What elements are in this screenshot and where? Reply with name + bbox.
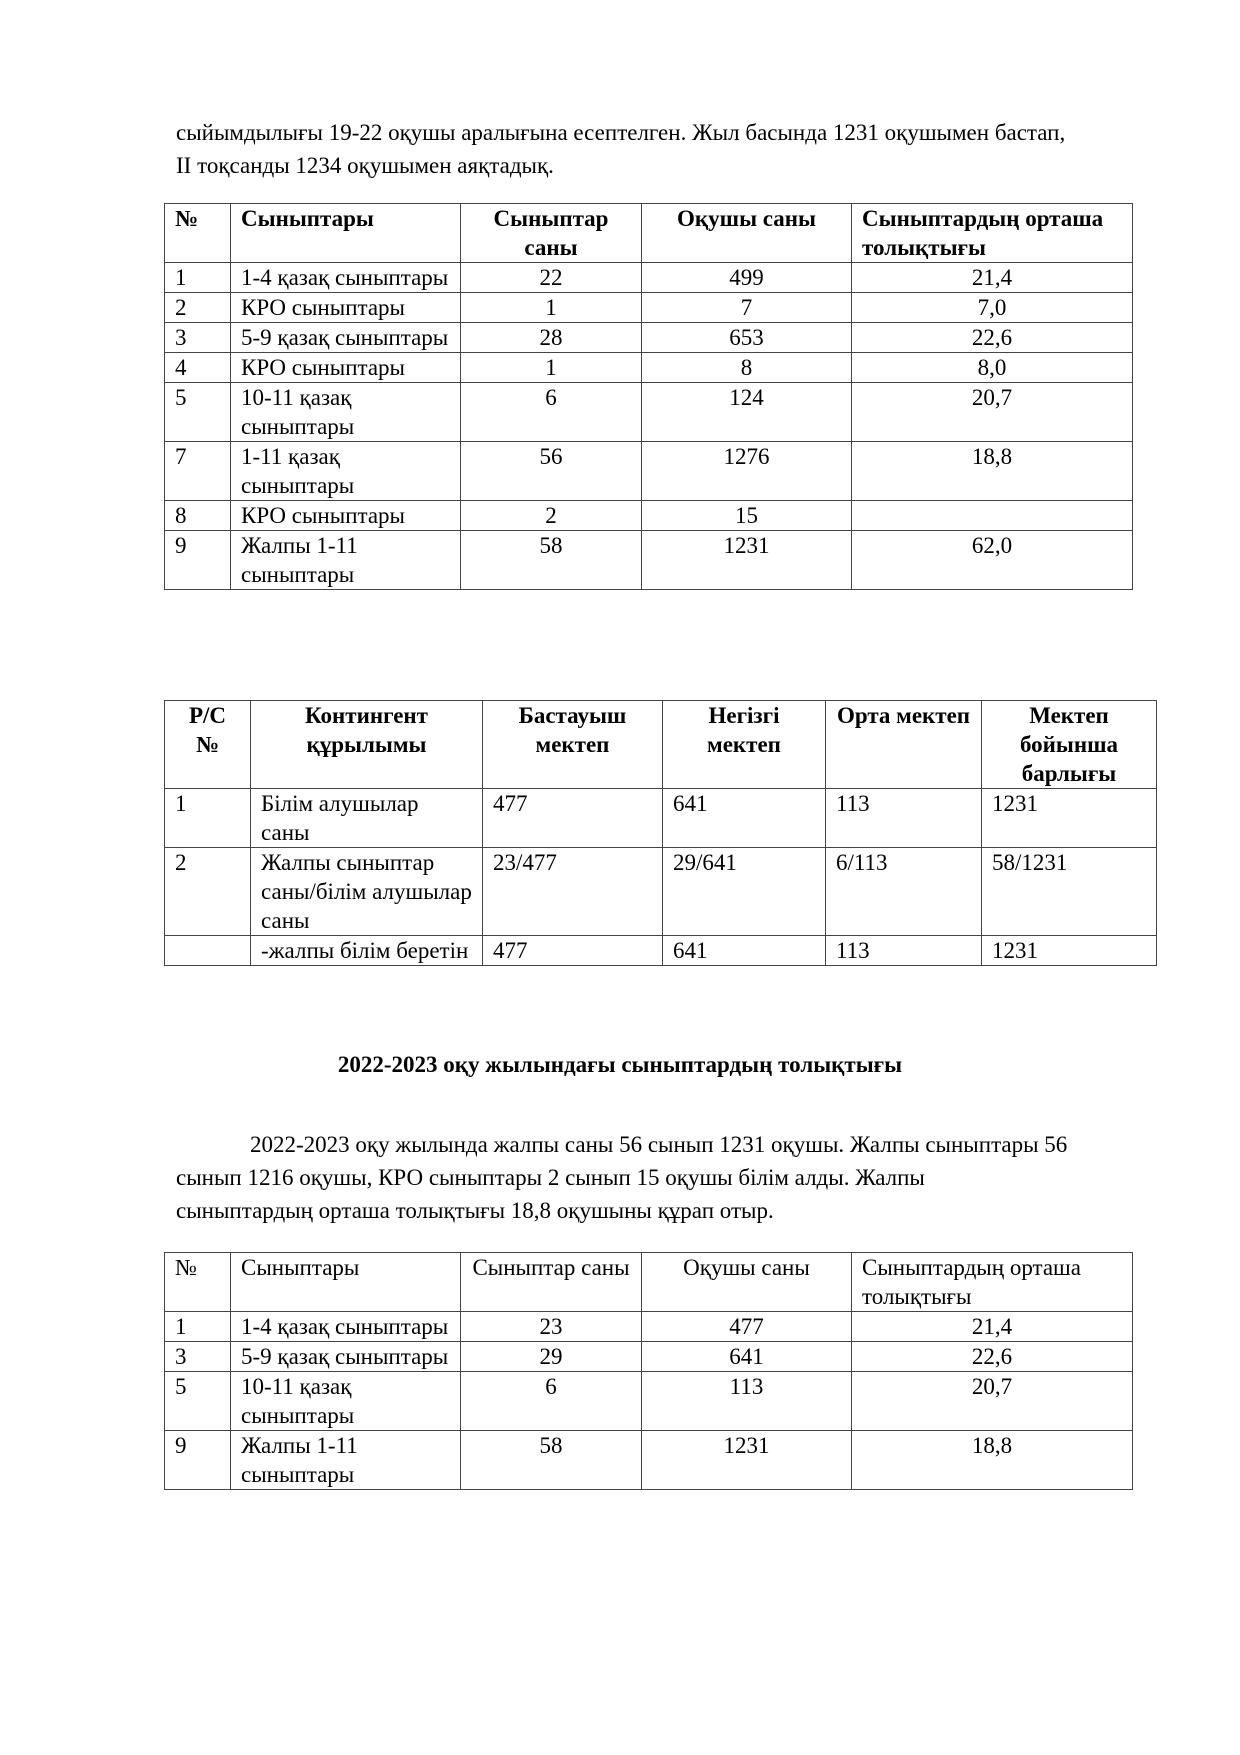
cell-contingent: Білім алушылар саны — [251, 789, 483, 848]
cell-class-count: 6 — [461, 383, 642, 442]
cell-student-count: 653 — [642, 323, 852, 353]
cell-number: 2 — [165, 293, 231, 323]
cell-number: 9 — [165, 531, 231, 590]
contingent-structure-table — [164, 700, 1157, 966]
cell-basic: 641 — [663, 789, 826, 848]
class-fill-table-1 — [164, 203, 1133, 590]
cell-avg-fill: 21,4 — [852, 263, 1133, 293]
cell-number: 1 — [165, 1312, 231, 1342]
cell-avg-fill: 18,8 — [852, 1431, 1133, 1490]
table-row — [165, 531, 1133, 590]
cell-number: 1 — [165, 789, 251, 848]
intro-text — [176, 116, 1156, 182]
col-number-header: № — [165, 204, 231, 263]
col-basic-school-header: Негізгі мектеп — [663, 701, 826, 789]
table-header-row — [165, 204, 1133, 263]
cell-classes: 10-11 қазақ сыныптары — [231, 383, 461, 442]
table-row — [165, 1372, 1133, 1431]
cell-number: 7 — [165, 442, 231, 501]
cell-avg-fill: 62,0 — [852, 531, 1133, 590]
cell-classes: Жалпы 1-11 сыныптары — [231, 1431, 461, 1490]
cell-student-count: 7 — [642, 293, 852, 323]
cell-avg-fill: 22,6 — [852, 1342, 1133, 1372]
cell-number: 5 — [165, 383, 231, 442]
cell-total: 1231 — [982, 936, 1157, 966]
table-row — [165, 442, 1133, 501]
table-row — [165, 501, 1133, 531]
cell-primary: 477 — [483, 789, 663, 848]
cell-contingent: Жалпы сыныптар саны/білім алушылар саны — [251, 848, 483, 936]
cell-classes: 5-9 қазақ сыныптары — [231, 323, 461, 353]
cell-student-count: 1276 — [642, 442, 852, 501]
cell-primary: 477 — [483, 936, 663, 966]
col-classes-header: Сыныптары — [231, 204, 461, 263]
cell-number: 3 — [165, 323, 231, 353]
cell-classes: 1-11 қазақ сыныптары — [231, 442, 461, 501]
col-avg-fill-header: Сыныптардың орташа толықтығы — [852, 204, 1133, 263]
table-row — [165, 1431, 1133, 1490]
cell-secondary: 6/113 — [826, 848, 982, 936]
cell-classes: 1-4 қазақ сыныптары — [231, 263, 461, 293]
cell-classes: Жалпы 1-11 сыныптары — [231, 531, 461, 590]
cell-classes: 1-4 қазақ сыныптары — [231, 1312, 461, 1342]
cell-class-count: 2 — [461, 501, 642, 531]
cell-avg-fill: 20,7 — [852, 383, 1133, 442]
class-fill-table-2022-2023 — [164, 1252, 1133, 1490]
col-school-total-header: Мектеп бойынша барлығы — [982, 701, 1157, 789]
cell-class-count: 23 — [461, 1312, 642, 1342]
table-row — [165, 383, 1133, 442]
cell-secondary: 113 — [826, 789, 982, 848]
cell-classes: КРО сыныптары — [231, 353, 461, 383]
table-row — [165, 263, 1133, 293]
table-row — [165, 936, 1157, 966]
cell-secondary: 113 — [826, 936, 982, 966]
paragraph-line-3: сыныптардың орташа толықтығы 18,8 оқушыны құрап отыр. — [176, 1198, 774, 1223]
cell-classes: 10-11 қазақ сыныптары — [231, 1372, 461, 1431]
cell-class-count: 1 — [461, 293, 642, 323]
table-row — [165, 353, 1133, 383]
table-row — [165, 323, 1133, 353]
col-contingent-header: Контингент құрылымы — [251, 701, 483, 789]
cell-number — [165, 936, 251, 966]
cell-classes: 5-9 қазақ сыныптары — [231, 1342, 461, 1372]
cell-class-count: 6 — [461, 1372, 642, 1431]
col-primary-school-header: Бастауыш мектеп — [483, 701, 663, 789]
col-secondary-school-header: Орта мектеп — [826, 701, 982, 789]
cell-class-count: 58 — [461, 1431, 642, 1490]
col-classes-header: Сыныптары — [231, 1253, 461, 1312]
cell-class-count: 58 — [461, 531, 642, 590]
summary-paragraph — [176, 1128, 1156, 1227]
paragraph-line-2: сынып 1216 оқушы, КРО сыныптары 2 сынып 15 оқушы білім алды. Жалпы — [176, 1165, 925, 1190]
intro-line-1: сыйымдылығы 19-22 оқушы аралығына есептелген. Жыл басында 1231 оқушымен бастап, — [176, 120, 1066, 145]
cell-student-count: 113 — [642, 1372, 852, 1431]
table-header-row — [165, 1253, 1133, 1312]
cell-number: 3 — [165, 1342, 231, 1372]
cell-contingent: -жалпы білім беретін — [251, 936, 483, 966]
cell-basic: 29/641 — [663, 848, 826, 936]
cell-total: 1231 — [982, 789, 1157, 848]
cell-primary: 23/477 — [483, 848, 663, 936]
cell-avg-fill: 7,0 — [852, 293, 1133, 323]
table-row — [165, 1342, 1133, 1372]
col-class-count-header: Сыныптар саны — [461, 1253, 642, 1312]
col-rs-number-header: Р/С № — [165, 701, 251, 789]
cell-basic: 641 — [663, 936, 826, 966]
cell-student-count: 8 — [642, 353, 852, 383]
cell-student-count: 124 — [642, 383, 852, 442]
cell-student-count: 1231 — [642, 1431, 852, 1490]
cell-avg-fill — [852, 501, 1133, 531]
paragraph-line-1: 2022-2023 оқу жылында жалпы саны 56 сынып 1231 оқушы. Жалпы сыныптары 56 — [250, 1132, 1068, 1157]
cell-number: 8 — [165, 501, 231, 531]
cell-student-count: 499 — [642, 263, 852, 293]
col-student-count-header: Оқушы саны — [642, 204, 852, 263]
table-row — [165, 789, 1157, 848]
cell-class-count: 28 — [461, 323, 642, 353]
cell-number: 2 — [165, 848, 251, 936]
intro-line-2: ІІ тоқсанды 1234 оқушымен аяқтадық. — [176, 153, 554, 178]
cell-classes: КРО сыныптары — [231, 501, 461, 531]
cell-student-count: 1231 — [642, 531, 852, 590]
table-row — [165, 1312, 1133, 1342]
col-class-count-header: Сыныптар саны — [461, 204, 642, 263]
cell-avg-fill: 20,7 — [852, 1372, 1133, 1431]
cell-avg-fill: 22,6 — [852, 323, 1133, 353]
cell-student-count: 15 — [642, 501, 852, 531]
cell-number: 1 — [165, 263, 231, 293]
table-row — [165, 848, 1157, 936]
cell-avg-fill: 8,0 — [852, 353, 1133, 383]
cell-classes: КРО сыныптары — [231, 293, 461, 323]
cell-class-count: 22 — [461, 263, 642, 293]
table-header-row — [165, 701, 1157, 789]
cell-student-count: 641 — [642, 1342, 852, 1372]
cell-number: 4 — [165, 353, 231, 383]
table-row — [165, 293, 1133, 323]
cell-total: 58/1231 — [982, 848, 1157, 936]
col-number-header: № — [165, 1253, 231, 1312]
col-avg-fill-header: Сыныптардың орташа толықтығы — [852, 1253, 1133, 1312]
col-student-count-header: Оқушы саны — [642, 1253, 852, 1312]
cell-class-count: 56 — [461, 442, 642, 501]
section-title: 2022-2023 оқу жылындағы сыныптардың толықтығы — [337, 1052, 903, 1077]
cell-number: 9 — [165, 1431, 231, 1490]
cell-class-count: 29 — [461, 1342, 642, 1372]
cell-class-count: 1 — [461, 353, 642, 383]
cell-avg-fill: 21,4 — [852, 1312, 1133, 1342]
cell-avg-fill: 18,8 — [852, 442, 1133, 501]
cell-number: 5 — [165, 1372, 231, 1431]
cell-student-count: 477 — [642, 1312, 852, 1342]
